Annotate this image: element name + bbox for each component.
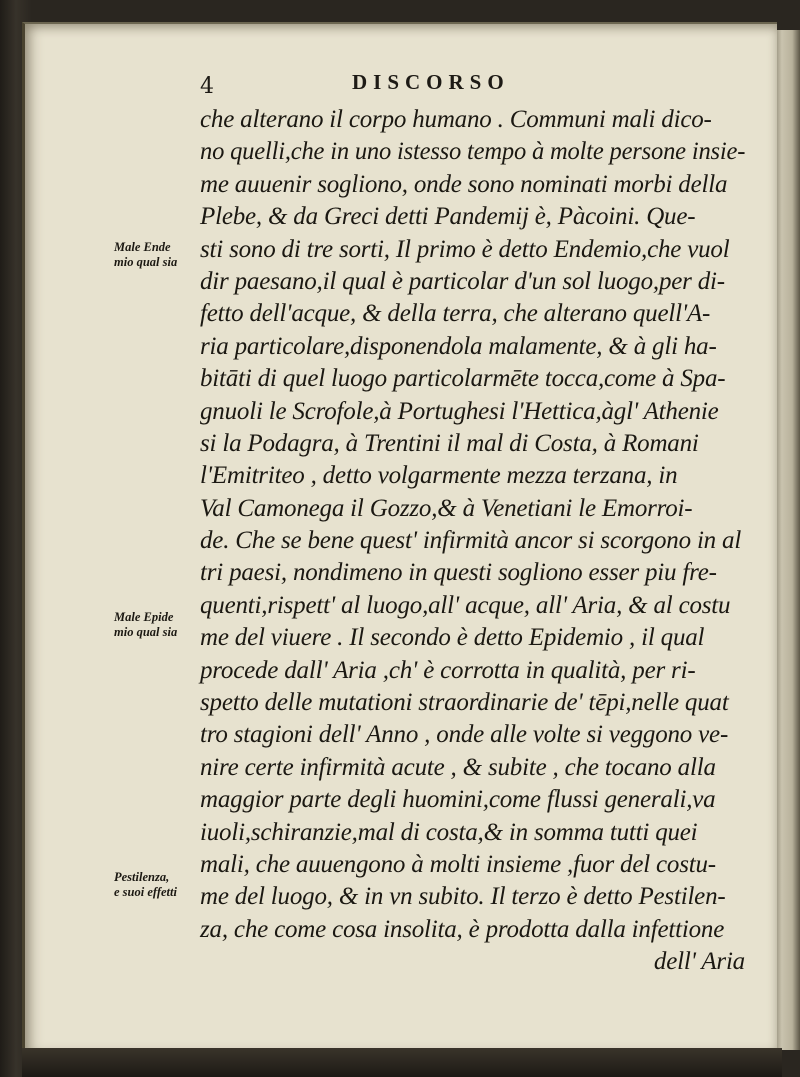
marginal-note-epidemio (114, 610, 204, 640)
text-line: sti sono di tre sorti, Il primo è detto Endemio,che vuol (200, 235, 730, 263)
text-line: si la Podagra, à Trentini il mal di Costa, à Romani (200, 429, 699, 457)
text-line: za, che come cosa insolita, è prodotta dalla infettione (200, 915, 725, 943)
text-line: mali, che auuengono à molti insieme ,fuor del costu- (200, 850, 716, 878)
text-line-catchword: dell' Aria (653, 948, 745, 976)
text-line: che alterano il corpo humano . Communi mali dico- (200, 106, 712, 133)
marginal-note-line: Male Ende (114, 240, 171, 254)
text-line: me del luogo, & in vn subito. Il terzo è detto Pestilen- (200, 883, 726, 911)
text-line: l'Emitriteo , detto volgarmente mezza terzana, in (200, 462, 678, 490)
facing-page-edge (774, 30, 800, 1050)
marginal-note-line: mio qual sia (114, 255, 178, 269)
text-line: tro stagioni dell' Anno , onde alle volte si veggono ve- (200, 721, 729, 749)
body-text (200, 104, 745, 979)
text-line: quenti,rispett' al luogo,all' acque, all' Aria, & al costu (200, 591, 731, 619)
text-line: fetto dell'acque, & della terra, che alterano quell'A- (200, 300, 711, 328)
text-line: me del viuere . Il secondo è detto Epidemio , il qual (200, 624, 705, 652)
text-line: no quelli,che in uno istesso tempo à molte persone insie- (200, 138, 746, 166)
text-line: spetto delle mutationi straordinarie de' tēpi,nelle quat (200, 689, 729, 717)
text-line: ria particolare,disponendola malamente, & à gli ha- (200, 332, 717, 360)
page-number: 4 (200, 74, 214, 99)
text-line: nire certe infirmità acute , & subite , che tocano alla (200, 753, 716, 781)
marginal-note-line: e suoi effetti (114, 885, 177, 899)
text-line: maggior parte degli huomini,come flussi generali,va (200, 786, 716, 814)
text-line: de. Che se bene quest' infirmità ancor si scorgono in al (200, 527, 742, 555)
text-line: iuoli,schiranzie,mal di costa,& in somma tutti quei (200, 818, 698, 846)
text-line: Val Camonega il Gozzo,& à Venetiani le Emorroi- (200, 494, 693, 522)
marginal-note-endemio (114, 240, 204, 270)
book-bottom-edge (22, 1048, 782, 1077)
text-line: tri paesi, nondimeno in questi sogliono esser piu fre- (200, 559, 717, 587)
running-head: DISCORSO (352, 70, 510, 94)
marginal-note-line: mio qual sia (114, 625, 178, 639)
marginal-note-pestilenza (114, 870, 204, 900)
marginal-note-line: Male Epide (114, 610, 174, 624)
text-line: dir paesano,il qual è particolar d'un sol luogo,per di- (200, 267, 725, 295)
text-line: me auuenir sogliono, onde sono nominati morbi della (200, 170, 728, 198)
marginal-note-line: Pestilenza, (114, 870, 170, 884)
text-line: gnuoli le Scrofole,à Portughesi l'Hettica,àgl' Athenie (200, 397, 719, 425)
text-line: Plebe, & da Greci detti Pandemij è, Pàcoini. Que- (200, 203, 696, 231)
text-line: bitāti di quel luogo particolarmēte tocca,come à Spa- (200, 365, 726, 393)
text-line: procede dall' Aria ,ch' è corrotta in qualità, per ri- (200, 656, 696, 684)
